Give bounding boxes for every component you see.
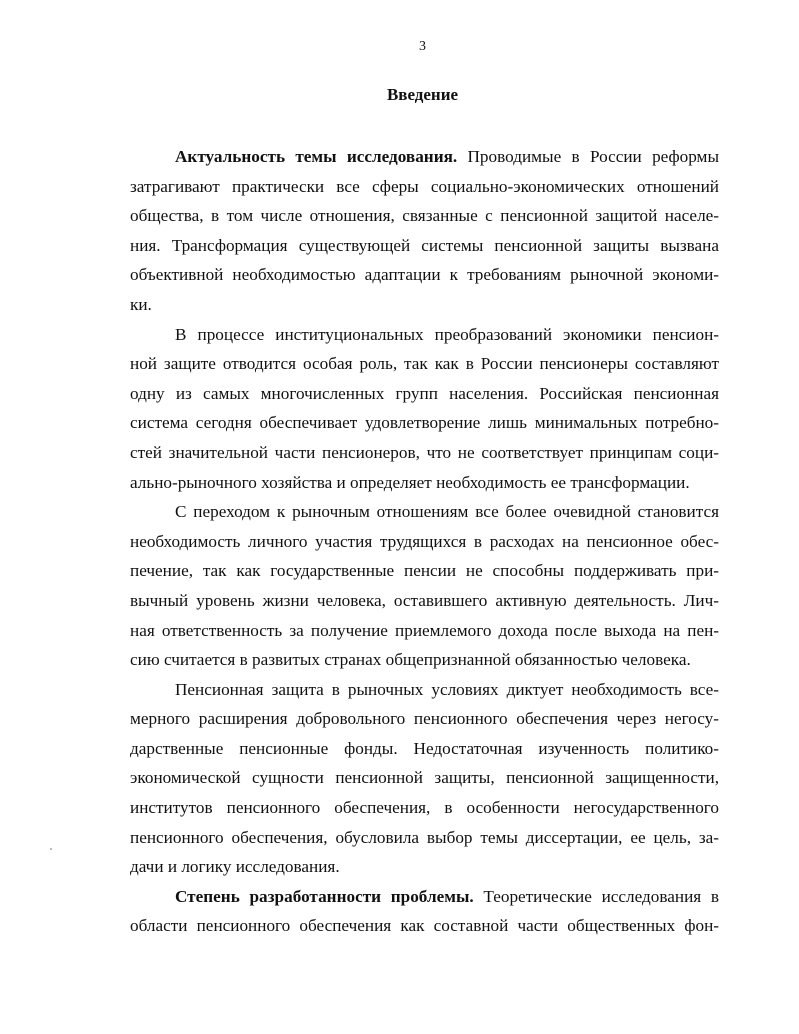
text-line: ния. Трансформация существующей системы пенсионной защиты вызвана [130, 235, 719, 255]
section-heading: Введение [386, 85, 459, 104]
paragraph-lead: Степень разработанности проблемы. [175, 886, 474, 906]
paragraph-pension-protection [130, 675, 719, 882]
text-line: стей значительной части пенсионеров, что не соответствует принципам соци- [130, 442, 719, 462]
text-line: экономической сущности пенсионной защиты, пенсионной защищенности, [130, 768, 719, 788]
text-line: общества, в том числе отношения, связанные с пенсионной защитой населе- [130, 206, 719, 226]
text-line: объективной необходимостью адаптации к требованиям рыночной экономи- [130, 265, 719, 285]
paragraph-market-transition [130, 497, 719, 675]
body-text [130, 142, 719, 941]
text-line: В процессе институциональных преобразований экономики пенсион- [175, 324, 719, 344]
text-line: дачи и логику исследования. [130, 857, 340, 877]
text-line: ки. [130, 294, 152, 314]
text-line: одну из самых многочисленных групп населения. Российская пенсионная [130, 383, 719, 403]
text-line: Актуальность темы исследования. Проводимые в России реформы [175, 147, 719, 166]
text-line: области пенсионного обеспечения как составной части общественных фон- [130, 916, 719, 936]
paragraph-relevance [130, 142, 719, 320]
paragraph-lead: Актуальность темы исследования. [175, 147, 458, 166]
scan-speck [50, 848, 52, 850]
text-line: институтов пенсионного обеспечения, в особенности негосударственного [130, 798, 719, 818]
text-line: С переходом к рыночным отношениям все более очевидной становится [175, 502, 719, 522]
text-line: Пенсионная защита в рыночных условиях диктует необходимость все- [175, 679, 719, 699]
page-number: 3 [419, 39, 426, 54]
text-line: ная ответственность за получение приемлемого дохода после выхода на пен- [130, 620, 719, 640]
text-line: необходимость личного участия трудящихся в расходах на пенсионное обес- [130, 531, 719, 551]
text-line: Степень разработанности проблемы. Теоретические исследования в [175, 886, 719, 906]
text-line: дарственные пенсионные фонды. Недостаточная изученность политико- [130, 738, 719, 758]
text-line: затрагивают практически все сферы социально-экономических отношений [130, 176, 719, 196]
text-line: вычный уровень жизни человека, оставившего активную деятельность. Лич- [130, 590, 719, 610]
text-line: ной защите отводится особая роль, так как в России пенсионеры составляют [130, 354, 719, 374]
text-line: пенсионного обеспечения, обусловила выбор темы диссертации, ее цель, за- [130, 827, 719, 847]
paragraph-problem-development [130, 882, 719, 941]
text-line: ально-рыночного хозяйства и определяет необходимость ее трансформации. [130, 472, 690, 492]
text-line: мерного расширения добровольного пенсионного обеспечения через негосу- [130, 709, 719, 729]
paragraph-institutional [130, 320, 719, 498]
text-line: сию считается в развитых странах общепризнанной обязанностью человека. [130, 650, 691, 670]
text-line: печение, так как государственные пенсии не способны поддерживать при- [130, 561, 719, 581]
text-line: система сегодня обеспечивает удовлетворение лишь минимальных потребно- [130, 413, 719, 433]
